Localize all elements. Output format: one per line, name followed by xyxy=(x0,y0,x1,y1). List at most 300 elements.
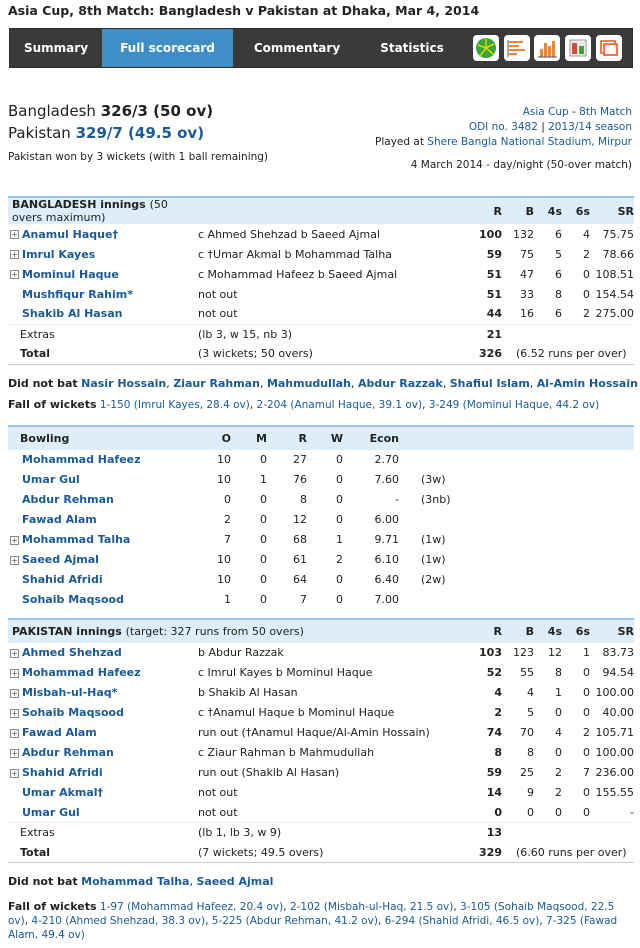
bowlers xyxy=(8,450,634,610)
team1-line xyxy=(8,102,213,120)
maidens: 0 xyxy=(260,593,267,606)
dismissal: b Abdur Razzak xyxy=(198,646,284,659)
total-detail: (7 wickets; 49.5 overs) xyxy=(198,843,460,863)
batsman-row xyxy=(8,663,634,683)
runs-conceded: 68 xyxy=(293,533,307,546)
extras-note: (1w) xyxy=(421,533,446,546)
extras-detail: (lb 1, lb 3, w 9) xyxy=(198,823,460,843)
sixes: 2 xyxy=(583,247,590,261)
dismissal: c Imrul Kayes b Mominul Haque xyxy=(198,666,373,679)
wickets: 0 xyxy=(336,473,343,486)
player-link[interactable]: Mominul Haque xyxy=(22,267,119,281)
runs: 4 xyxy=(494,686,502,699)
maidens: 0 xyxy=(260,453,267,466)
col-m: M xyxy=(231,426,267,450)
sixes: 0 xyxy=(583,666,590,679)
extras-note: (1w) xyxy=(421,553,446,566)
dismissal: c Ziaur Rahman b Mahmudullah xyxy=(198,746,375,759)
economy: 6.00 xyxy=(374,513,399,526)
dnb-label: Did not bat xyxy=(8,376,78,390)
sixes: 0 xyxy=(583,706,590,719)
strike-rate: 100.00 xyxy=(595,686,634,699)
balls: 4 xyxy=(527,686,534,699)
strike-rate: - xyxy=(630,805,634,819)
total-value: 329 xyxy=(460,843,502,863)
fours: 8 xyxy=(555,287,562,301)
batsman-name xyxy=(8,284,198,304)
col-runs: R xyxy=(267,426,307,450)
match-title: Asia Cup, 8th Match: Bangladesh v Pakistan at Dhaka, Mar 4, 2014 xyxy=(8,3,480,18)
economy: 6.40 xyxy=(374,573,399,586)
batsman-name xyxy=(8,743,198,763)
player-link[interactable]: Abdur Rehman xyxy=(22,746,114,759)
dnb-player-link[interactable]: Saeed Ajmal xyxy=(196,875,274,888)
runs-conceded: 64 xyxy=(293,573,307,586)
player-link[interactable]: Umar Akmal† xyxy=(22,786,104,799)
maidens: 0 xyxy=(260,573,267,586)
tab-statistics[interactable]: Statistics xyxy=(380,41,444,55)
dismissal: c Mohammad Hafeez b Saeed Ajmal xyxy=(198,267,398,281)
player-link[interactable]: Saeed Ajmal xyxy=(22,553,99,566)
extras-detail: (lb 3, w 15, nb 3) xyxy=(198,324,460,344)
player-link[interactable]: Mohammad Hafeez xyxy=(22,453,141,466)
match-header xyxy=(8,68,632,196)
economy: 7.60 xyxy=(374,473,399,486)
wickets: 0 xyxy=(336,493,343,506)
dismissal: not out xyxy=(198,307,238,321)
player-link[interactable]: Shahid Afridi xyxy=(22,573,103,586)
sixes: 1 xyxy=(583,646,590,659)
sixes: 0 xyxy=(583,287,590,301)
batsman-name xyxy=(8,763,198,783)
dnb-label: Did not bat xyxy=(8,875,78,888)
fours: 4 xyxy=(555,726,562,739)
partnership-icon[interactable] xyxy=(565,35,591,61)
runs: 52 xyxy=(486,666,502,679)
match-result: Pakistan won by 3 wickets (with 1 ball remaining) xyxy=(8,151,269,163)
team2-line xyxy=(8,124,204,142)
team2-score: 329/7 (49.5 ov) xyxy=(75,124,205,142)
tab-full-scorecard[interactable]: Full scorecard xyxy=(102,29,233,67)
expand-icon[interactable]: + xyxy=(11,270,18,279)
bowler-row xyxy=(8,470,634,490)
col-4s: 4s xyxy=(534,197,562,224)
fow-entry: 6-294 (Shahid Afridi, 46.5 ov) xyxy=(384,915,540,927)
fow-entry: 7-325 (Fawad Alam, 49.4 ov) xyxy=(8,915,618,941)
dnb-player-link[interactable]: Mahmudullah xyxy=(266,376,351,390)
runs: 51 xyxy=(486,287,502,301)
player-link[interactable]: Mohammad Hafeez xyxy=(22,666,141,679)
fow-entry: 2-102 (Misbah-ul-Haq, 21.5 ov) xyxy=(289,901,454,913)
extras-note xyxy=(399,510,634,530)
player-link[interactable]: Mohammad Talha xyxy=(22,533,131,546)
batsman-row xyxy=(8,304,634,324)
wickets: 2 xyxy=(336,553,343,566)
economy: 6.10 xyxy=(374,553,399,566)
batsman-name xyxy=(8,304,198,324)
runs-conceded: 27 xyxy=(293,453,307,466)
expand-icon[interactable]: + xyxy=(11,708,18,718)
fow-entry: 5-225 (Abdur Rehman, 41.2 ov) xyxy=(211,915,378,927)
dnb-player-link[interactable]: Nasir Hossain xyxy=(81,376,167,390)
fours: 2 xyxy=(555,786,562,799)
fours: 12 xyxy=(548,646,562,659)
expand-icon[interactable]: + xyxy=(11,728,18,738)
dismissal: c †Anamul Haque b Mominul Haque xyxy=(198,706,395,719)
player-link[interactable]: Sohaib Maqsood xyxy=(22,593,124,606)
player-link[interactable]: Umar Gul xyxy=(22,805,80,819)
runs: 14 xyxy=(486,786,502,799)
balls: 132 xyxy=(513,227,534,241)
fours: 0 xyxy=(555,706,562,719)
fow-entry: 1-150 (Imrul Kayes, 28.4 ov) xyxy=(99,398,250,411)
balls: 47 xyxy=(520,267,534,281)
player-link[interactable]: Sohaib Maqsood xyxy=(22,706,124,719)
dismissal: not out xyxy=(198,805,238,819)
player-link[interactable]: Shahid Afridi xyxy=(22,766,103,779)
maidens: 0 xyxy=(260,493,267,506)
strike-rate: 105.71 xyxy=(595,726,634,739)
wickets: 0 xyxy=(336,513,343,526)
expand-icon[interactable]: + xyxy=(11,250,18,259)
overs: 10 xyxy=(217,473,231,486)
match-info: Asia Cup - 8th Match ODI no. 3482 | 2013/14 season Played at Shere Bangla National Stadium, Mirpur 4 March 2014 - day/night (50-over match) xyxy=(375,106,632,171)
strike-rate: 236.00 xyxy=(595,766,634,779)
fours: 1 xyxy=(555,686,562,699)
runs: 2 xyxy=(494,706,502,719)
col-sr: SR xyxy=(590,619,634,643)
team2-name: Pakistan xyxy=(8,124,71,142)
played-at-label: Played at xyxy=(375,136,424,148)
balls: 25 xyxy=(520,766,534,779)
runs-conceded: 61 xyxy=(293,553,307,566)
balls: 33 xyxy=(520,287,534,301)
worm-chart-icon[interactable] xyxy=(534,35,560,61)
runs-conceded: 76 xyxy=(293,473,307,486)
season-link[interactable]: 2013/14 season xyxy=(548,121,632,133)
bowling-title: Bowling xyxy=(8,426,198,450)
balls: 123 xyxy=(513,646,534,659)
tab-summary[interactable]: Summary xyxy=(23,41,89,55)
bd-batsmen xyxy=(8,224,634,324)
sixes: 0 xyxy=(583,805,590,819)
fow-entry: 3-105 (Sohaib Maqsood, 22.5 ov) xyxy=(8,901,615,927)
runs-conceded: 12 xyxy=(293,513,307,526)
run-rate: (6.52 runs per over) xyxy=(502,344,634,364)
team1-name: Bangladesh xyxy=(8,102,96,120)
bowler-row xyxy=(8,450,634,470)
pk-batsmen xyxy=(8,643,634,823)
pk-bowling-table xyxy=(8,425,634,610)
bowler-row xyxy=(8,590,634,610)
batsman-name xyxy=(8,723,198,743)
dismissal: b Shakib Al Hasan xyxy=(198,686,298,699)
bowler-name xyxy=(8,490,198,510)
col-w: W xyxy=(307,426,343,450)
batsman-name xyxy=(8,803,198,823)
strike-rate: 108.51 xyxy=(595,267,634,281)
bowler-name xyxy=(8,470,198,490)
expand-icon[interactable]: + xyxy=(11,535,18,545)
bd-did-not-bat: Did not bat Nasir Hossain, Ziaur Rahman, Mahmudullah, Abdur Razzak, Shafiul Islam, Al-Amin Hossain xyxy=(8,376,638,390)
batsman-name xyxy=(8,264,198,284)
bowler-row xyxy=(8,570,634,590)
dnb-player-link[interactable]: Shafiul Islam xyxy=(449,376,530,390)
bowler-name xyxy=(8,590,198,610)
odi-no-link[interactable]: ODI no. 3482 xyxy=(468,121,538,133)
match-no: 8th Match xyxy=(579,106,632,118)
tab-commentary[interactable]: Commentary xyxy=(253,41,341,55)
manhattan-icon[interactable] xyxy=(504,35,530,61)
fow-label: Fall of wickets xyxy=(8,397,97,411)
fow-label: Fall of wickets xyxy=(8,900,97,913)
bowler-name xyxy=(8,530,198,550)
batsman-name xyxy=(8,663,198,683)
dismissal: not out xyxy=(198,786,238,799)
strike-rate: 83.73 xyxy=(602,646,634,659)
balls: 8 xyxy=(527,746,534,759)
overs: 10 xyxy=(217,453,231,466)
batsman-name xyxy=(8,244,198,264)
extras-note: (3nb) xyxy=(421,493,451,506)
pk-innings-subtitle: (target: 327 runs from 50 overs) xyxy=(125,624,304,638)
fow-entry: 1-97 (Mohammad Hafeez, 20.4 ov) xyxy=(99,901,284,913)
balls: 16 xyxy=(520,307,534,321)
dismissal: not out xyxy=(198,287,238,301)
extras-note: (3w) xyxy=(421,473,446,486)
dismissal: run out (†Anamul Haque/Al-Amin Hossain) xyxy=(198,726,430,739)
wickets: 0 xyxy=(336,593,343,606)
bd-total-row xyxy=(8,344,634,364)
wickets: 0 xyxy=(336,573,343,586)
match-date: 4 March 2014 - day/night (50-over match) xyxy=(410,159,632,171)
fours: 8 xyxy=(555,666,562,679)
chart-icons-group xyxy=(463,29,632,67)
player-link[interactable]: Fawad Alam xyxy=(22,513,97,526)
batsman-row xyxy=(8,683,634,703)
economy: 7.00 xyxy=(374,593,399,606)
runs: 59 xyxy=(486,766,502,779)
expand-icon[interactable]: + xyxy=(11,748,18,758)
dnb-player-link[interactable]: Al-Amin Hossain xyxy=(536,376,638,390)
runs: 100 xyxy=(479,227,502,241)
extras-note xyxy=(399,590,634,610)
total-label: Total xyxy=(8,843,198,863)
pk-fall-of-wickets: Fall of wickets 1-97 (Mohammad Hafeez, 20.4 ov), 2-102 (Misbah-ul-Haq, 21.5 ov), 3-105 (Sohaib Maqsood, 22.5 ov), 4-210 (Ahmed Shehzad, 38.3 ov), 5-225 (Abdur Rehman, 41.2 ov), 6-294 (Shahid Afridi, 46.5 ov), 7-325 (Fawad Alam, 49.4 ov) xyxy=(8,900,618,941)
overs: 0 xyxy=(224,493,231,506)
maidens: 0 xyxy=(260,533,267,546)
dnb-player-link[interactable]: Ziaur Rahman xyxy=(173,376,260,390)
sixes: 7 xyxy=(583,766,590,779)
col-6s: 6s xyxy=(562,619,590,643)
expand-icon[interactable]: + xyxy=(11,648,18,658)
strike-rate: 155.55 xyxy=(595,786,634,799)
dnb-player-link[interactable]: Mohammad Talha xyxy=(81,875,190,888)
sixes: 4 xyxy=(583,227,590,241)
player-link[interactable]: Abdur Rehman xyxy=(22,493,114,506)
balls: 0 xyxy=(527,805,534,819)
bd-extras-row xyxy=(8,324,634,344)
bowler-name xyxy=(8,550,198,570)
bowling-header xyxy=(8,426,634,450)
runs: 103 xyxy=(479,646,502,659)
strike-rate: 275.00 xyxy=(595,307,634,321)
batsman-name xyxy=(8,224,198,244)
col-o: O xyxy=(198,426,231,450)
extras-note: (2w) xyxy=(421,573,446,586)
bowler-row xyxy=(8,530,634,550)
balls: 5 xyxy=(527,706,534,719)
batsman-name xyxy=(8,703,198,723)
total-value: 326 xyxy=(460,344,502,364)
wickets: 1 xyxy=(336,533,343,546)
col-r: R xyxy=(460,197,502,224)
extras-value: 13 xyxy=(460,823,502,843)
balls: 75 xyxy=(520,247,534,261)
expand-icon[interactable]: + xyxy=(11,768,18,778)
overs: 7 xyxy=(224,533,231,546)
expand-icon[interactable]: + xyxy=(11,555,18,565)
balls: 70 xyxy=(520,726,534,739)
pk-innings-header xyxy=(8,619,634,643)
extras-value: 21 xyxy=(460,324,502,344)
pk-innings-title: PAKISTAN innings xyxy=(12,624,122,638)
sixes: 0 xyxy=(583,267,590,281)
expand-icon[interactable]: + xyxy=(11,688,18,698)
sixes: 0 xyxy=(583,746,590,759)
overs: 10 xyxy=(217,573,231,586)
player-link[interactable]: Ahmed Shehzad xyxy=(22,646,122,659)
pk-total-row xyxy=(8,843,634,863)
col-econ: Econ xyxy=(343,426,399,450)
bowler-name xyxy=(8,570,198,590)
total-label: Total xyxy=(8,344,198,364)
player-link[interactable]: Misbah-ul-Haq* xyxy=(22,686,118,699)
batsman-row xyxy=(8,763,634,783)
batsman-row xyxy=(8,743,634,763)
sixes: 0 xyxy=(583,786,590,799)
fow-entry: 3-249 (Mominul Haque, 44.2 ov) xyxy=(428,398,600,411)
fow-entry: 4-210 (Ahmed Shehzad, 38.3 ov) xyxy=(31,915,206,927)
strike-rate: 75.75 xyxy=(602,227,634,241)
bowler-name xyxy=(8,450,198,470)
strike-rate: 40.00 xyxy=(602,706,634,719)
extras-note xyxy=(399,450,634,470)
batsman-row xyxy=(8,783,634,803)
bowler-row xyxy=(8,510,634,530)
bd-innings-subtitle: (50 overs maximum) xyxy=(12,198,168,224)
runs: 0 xyxy=(494,805,502,819)
sixes: 2 xyxy=(583,726,590,739)
expand-icon[interactable]: + xyxy=(11,668,18,678)
runs: 51 xyxy=(486,267,502,281)
maidens: 0 xyxy=(260,553,267,566)
sixes: 0 xyxy=(583,686,590,699)
col-b: B xyxy=(502,619,534,643)
batsman-row xyxy=(8,703,634,723)
runs: 44 xyxy=(486,307,502,321)
batsman-row xyxy=(8,803,634,823)
overs: 1 xyxy=(224,593,231,606)
run-rate: (6.60 runs per over) xyxy=(502,843,634,863)
player-link[interactable]: Anamul Haque† xyxy=(22,227,118,241)
runs: 74 xyxy=(486,726,502,739)
runs-conceded: 8 xyxy=(300,493,307,506)
player-link[interactable]: Umar Gul xyxy=(22,473,80,486)
pk-extras-row xyxy=(8,823,634,843)
bd-fall-of-wickets: Fall of wickets 1-150 (Imrul Kayes, 28.4 ov), 2-204 (Anamul Haque, 39.1 ov), 3-249 (Mominul Haque, 44.2 ov) xyxy=(8,397,600,411)
extras-label: Extras xyxy=(8,823,198,843)
economy: 2.70 xyxy=(374,453,399,466)
batsman-row xyxy=(8,264,634,284)
fours: 2 xyxy=(555,766,562,779)
batsman-row xyxy=(8,224,634,244)
col-6s: 6s xyxy=(562,197,590,224)
bowler-row xyxy=(8,550,634,570)
strike-rate: 100.00 xyxy=(595,746,634,759)
fours: 0 xyxy=(555,746,562,759)
sixes: 2 xyxy=(583,307,590,321)
maidens: 0 xyxy=(260,513,267,526)
player-link[interactable]: Shakib Al Hasan xyxy=(22,307,123,321)
player-link[interactable]: Imrul Kayes xyxy=(22,247,96,261)
pk-did-not-bat: Did not bat Mohammad Talha, Saeed Ajmal xyxy=(8,875,274,888)
runs: 59 xyxy=(486,247,502,261)
dismissal: run out (Shakib Al Hasan) xyxy=(198,766,340,779)
dismissal: c †Umar Akmal b Mohammad Talha xyxy=(198,247,392,261)
batsman-row xyxy=(8,723,634,743)
player-link[interactable]: Fawad Alam xyxy=(22,726,97,739)
strike-rate: 154.54 xyxy=(595,287,634,301)
col-sr: SR xyxy=(590,197,634,224)
batsman-name xyxy=(8,683,198,703)
batsman-name xyxy=(8,643,198,663)
venue-link[interactable]: Shere Bangla National Stadium, Mirpur xyxy=(427,136,632,148)
wagon-wheel-icon[interactable] xyxy=(473,35,499,61)
batsman-row xyxy=(8,643,634,663)
dnb-player-link[interactable]: Abdur Razzak xyxy=(357,376,443,390)
economy: 9.71 xyxy=(374,533,399,546)
team1-score: 326/3 (50 ov) xyxy=(100,102,214,120)
dismissal: c Ahmed Shehzad b Saeed Ajmal xyxy=(198,227,380,241)
wickets: 0 xyxy=(336,453,343,466)
col-b: B xyxy=(502,197,534,224)
overs: 2 xyxy=(224,513,231,526)
fours: 6 xyxy=(555,267,562,281)
economy: - xyxy=(395,493,399,506)
batsman-name xyxy=(8,783,198,803)
fours: 6 xyxy=(555,227,562,241)
fow-entry: 2-204 (Anamul Haque, 39.1 ov) xyxy=(256,398,423,411)
col-r: R xyxy=(460,619,502,643)
extras-label: Extras xyxy=(8,324,198,344)
fours: 0 xyxy=(555,805,562,819)
bd-innings-title: BANGLADESH innings xyxy=(12,198,146,211)
gallery-icon[interactable] xyxy=(596,35,622,61)
col-4s: 4s xyxy=(534,619,562,643)
maidens: 1 xyxy=(260,473,267,486)
overs: 10 xyxy=(217,553,231,566)
strike-rate: 78.66 xyxy=(602,247,634,261)
total-detail: (3 wickets; 50 overs) xyxy=(198,344,460,364)
bowler-name xyxy=(8,510,198,530)
expand-icon[interactable]: + xyxy=(11,230,18,239)
series-link[interactable]: Asia Cup xyxy=(522,106,569,118)
strike-rate: 94.54 xyxy=(602,666,634,679)
player-link[interactable]: Mushfiqur Rahim* xyxy=(22,287,133,301)
runs: 8 xyxy=(494,746,502,759)
bd-batting-table xyxy=(8,196,634,365)
